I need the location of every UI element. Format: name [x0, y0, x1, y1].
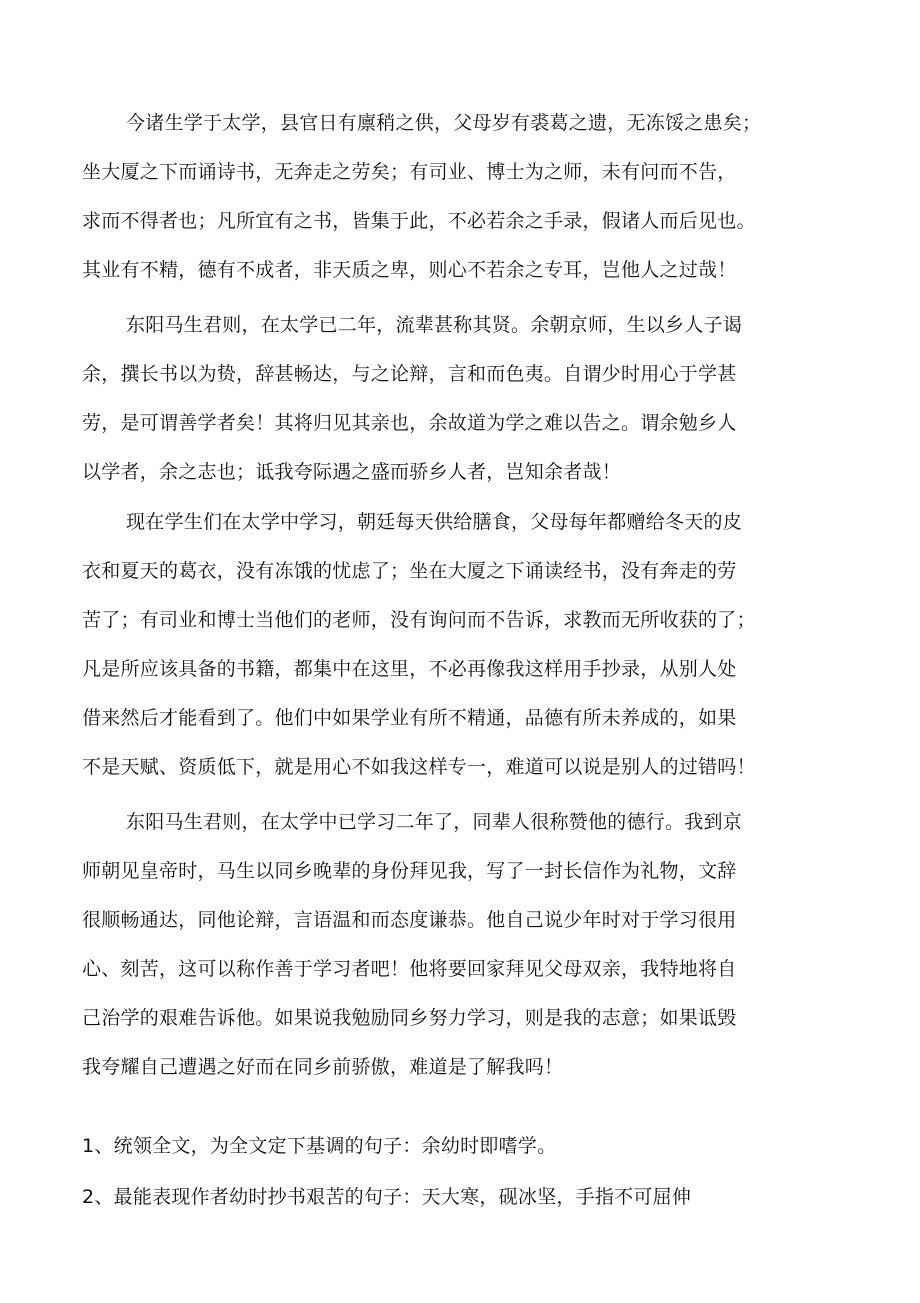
text-line: 很顺畅通达，同他论辩，言语温和而态度谦恭。他自己说少年时对于学习很用 — [82, 909, 737, 931]
text-line: 劳，是可谓善学者矣！其将归见其亲也，余故道为学之难以告之。谓余勉乡人 — [82, 412, 737, 434]
text-line: 求而不得者也；凡所宜有之书，皆集于此，不必若余之手录，假诸人而后见也。 — [82, 210, 756, 232]
text-line: 不是天赋、资质低下，就是用心不如我这样专一，难道可以说是别人的过错吗！ — [82, 756, 756, 778]
text-line: 东阳马生君则，在太学已二年，流辈甚称其贤。余朝京师，生以乡人子谒 — [126, 314, 743, 336]
translation-paragraph-1 — [82, 498, 762, 792]
text-line: 坐大厦之下而诵诗书，无奔走之劳矣；有司业、博士为之师，未有问而不告， — [82, 161, 737, 183]
text-line: 凡是所应该具备的书籍，都集中在这里，不必再像我这样用手抄录，从别人处 — [82, 658, 737, 680]
question-text: 2、最能表现作者幼时抄书艰苦的句子：天大寒，砚冰坚，手指不可屈伸 — [82, 1186, 692, 1208]
question-2 — [82, 1173, 762, 1222]
text-line: 衣和夏天的葛衣，没有冻饿的忧虑了；坐在大厦之下诵读经书，没有奔走的劳 — [82, 560, 737, 582]
text-line: 己治学的艰难告诉他。如果说我勉励同乡努力学习，则是我的志意；如果诋毁 — [82, 1007, 737, 1029]
question-text: 1、统领全文，为全文定下基调的句子：余幼时即嗜学。 — [82, 1135, 557, 1157]
text-line: 东阳马生君则，在太学中已学习二年了，同辈人很称赞他的德行。我到京 — [126, 811, 743, 833]
classical-paragraph-2 — [82, 301, 762, 497]
text-line: 师朝见皇帝时，马生以同乡晚辈的身份拜见我，写了一封长信作为礼物，文辞 — [82, 860, 737, 882]
text-line: 其业有不精，德有不成者，非天质之卑，则心不若余之专耳，岂他人之过哉！ — [82, 259, 737, 281]
text-line: 借来然后才能看到了。他们中如果学业有所不精通，品德有所未养成的，如果 — [82, 707, 737, 729]
text-line: 以学者，余之志也；诋我夸际遇之盛而骄乡人者，岂知余者哉！ — [82, 461, 622, 483]
text-line: 心、刻苦，这可以称作善于学习者吧！他将要回家拜见父母双亲，我特地将自 — [82, 958, 737, 980]
text-line: 苦了；有司业和博士当他们的老师，没有询问而不告诉，求教而无所收获的了； — [82, 609, 756, 631]
translation-paragraph-2 — [82, 798, 762, 1092]
text-line: 我夸耀自己遭遇之好而在同乡前骄傲，难道是了解我吗！ — [82, 1056, 564, 1078]
question-1 — [82, 1122, 762, 1171]
classical-paragraph-1 — [82, 99, 762, 295]
text-line: 今诸生学于太学，县官日有廪稍之供，父母岁有裘葛之遗，无冻馁之患矣； — [126, 112, 762, 134]
text-line: 现在学生们在太学中学习，朝廷每天供给膳食，父母每年都赠给冬天的皮 — [126, 511, 743, 533]
text-line: 余，撰长书以为贽，辞甚畅达，与之论辩，言和而色夷。自谓少时用心于学甚 — [82, 363, 737, 385]
